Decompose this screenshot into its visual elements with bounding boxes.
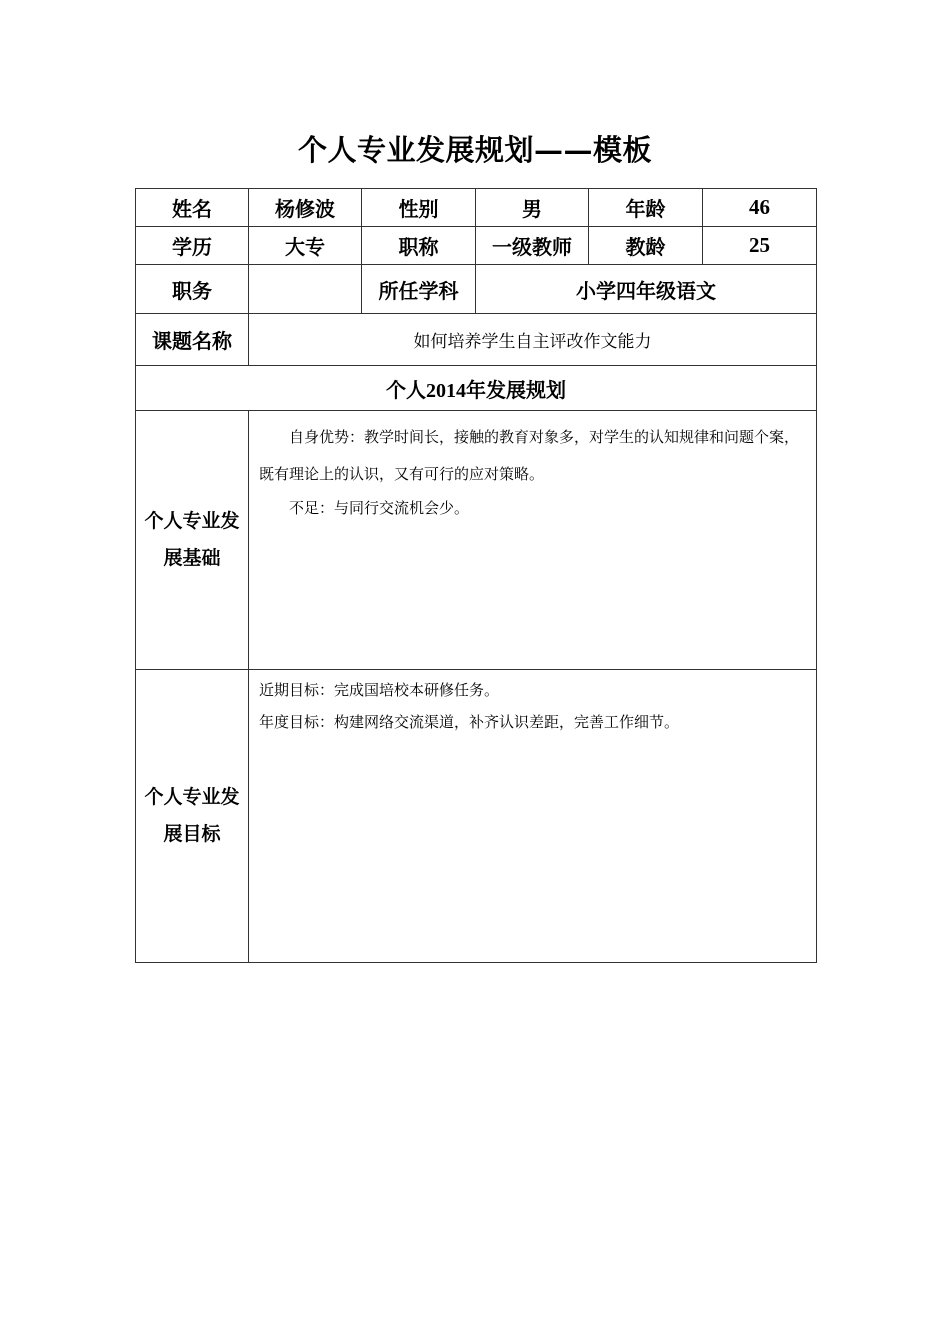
document-title: 个人专业发展规划——模板: [297, 133, 652, 167]
topic-label: 课题名称: [136, 314, 249, 366]
section-title-year: 2014: [426, 379, 466, 402]
section-title: [136, 366, 817, 411]
form-row-section-title: [136, 366, 817, 411]
section-title-suffix: 年发展规划: [466, 377, 566, 402]
gender-value: 男: [476, 189, 589, 227]
form-row-basic-3: [136, 265, 817, 314]
basis-content: [249, 411, 817, 670]
form-row-topic: [136, 314, 817, 366]
weakness-text: 不足：与同行交流机会少。: [289, 499, 470, 517]
education-label: 学历: [136, 227, 249, 265]
form-row-basic-1: [136, 189, 817, 227]
education-value: 大专: [249, 227, 362, 265]
goals-content: [249, 670, 817, 963]
age-value: 46: [703, 189, 817, 227]
basis-label-line2: 展基础: [163, 547, 221, 569]
position-value: [249, 265, 362, 314]
title-rank-label: 职称: [362, 227, 476, 265]
strength-text: 自身优势：教学时间长，接触的教育对象多，对学生的认知规律和问题个案，既有理论上的认识，又有可行的应对策略。: [259, 428, 800, 483]
teaching-years-value: 25: [703, 227, 817, 265]
topic-value: 如何培养学生自主评改作文能力: [249, 314, 817, 366]
title-rank-value: 一级教师: [476, 227, 589, 265]
teaching-years-label: 教龄: [589, 227, 703, 265]
gender-label: 性别: [362, 189, 476, 227]
subject-value: 小学四年级语文: [476, 265, 817, 314]
basis-label-line1: 个人专业发: [144, 510, 240, 532]
subject-label: 所任学科: [362, 265, 476, 314]
plan-form-table: [135, 188, 817, 963]
age-label: 年龄: [589, 189, 703, 227]
goals-label-line1: 个人专业发: [144, 786, 240, 808]
goals-label: [136, 670, 249, 963]
position-label: 职务: [136, 265, 249, 314]
annual-goal-text: 年度目标：构建网络交流渠道，补齐认识差距，完善工作细节。: [259, 713, 680, 731]
form-row-basic-2: [136, 227, 817, 265]
name-value: 杨修波: [249, 189, 362, 227]
goals-label-line2: 展目标: [163, 823, 221, 845]
section-title-prefix: 个人: [386, 377, 426, 402]
form-row-goals: [136, 670, 817, 963]
name-label: 姓名: [136, 189, 249, 227]
near-term-goal-text: 近期目标：完成国培校本研修任务。: [259, 681, 500, 699]
form-row-basis: [136, 411, 817, 670]
basis-label: [136, 411, 249, 670]
